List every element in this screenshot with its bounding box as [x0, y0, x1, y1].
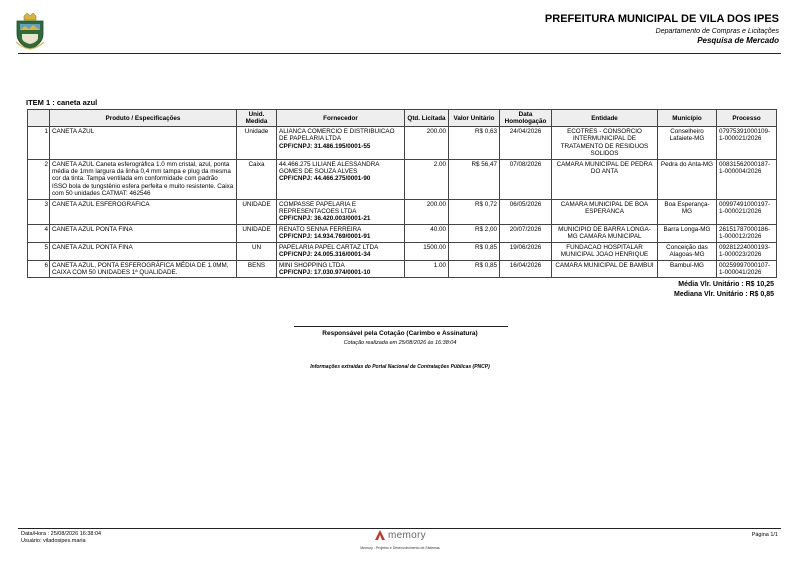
- row-unid: UNIDADE: [237, 224, 277, 242]
- row-cnpj: CPF/CNPJ: 24.005.316/0001-34: [279, 251, 371, 259]
- row-data: 07/08/2026: [500, 159, 552, 199]
- row-index: 5: [28, 242, 50, 260]
- footer-user: Usuário: viladosipes.maria: [21, 538, 86, 544]
- quote-timestamp: Cotação realizada em 25/08/2026 às 16:38:04: [343, 340, 457, 346]
- row-fornecedor-cell: [277, 159, 405, 199]
- document-title: Pesquisa de Mercado: [697, 36, 779, 45]
- row-cnpj: CPF/CNPJ: 17.030.974/0001-10: [279, 268, 371, 276]
- row-fornecedor: MINI SHOPPING LTDA: [279, 261, 345, 269]
- row-qtd: 1500.00: [405, 242, 449, 260]
- footer-datetime: Data/Hora : 25/08/2026 16:38:04: [21, 531, 102, 537]
- row-qtd: 40.00: [405, 224, 449, 242]
- row-unid: Unidade: [237, 127, 277, 160]
- row-valor: R$ 2,00: [449, 224, 500, 242]
- row-data: 24/04/2026: [500, 127, 552, 160]
- row-qtd: 1.00: [405, 260, 449, 278]
- row-fornecedor-cell: [277, 242, 405, 260]
- row-data: 20/07/2026: [500, 224, 552, 242]
- row-entidade: CAMARA MUNICIPAL DE BOA ESPERANCA: [552, 199, 658, 224]
- col-header-processo: Processo: [717, 110, 777, 127]
- row-produto: CANETA AZUL, PONTA ESFEROGRÁFICA MÉDIA DE 1.0MM, CAIXA COM 50 UNIDADES 1ª QUALIDADE.: [50, 260, 237, 278]
- row-valor: R$ 56,47: [449, 159, 500, 199]
- report-header: [545, 13, 779, 46]
- row-fornecedor: COMPASSE PAPELARIA E REPRESENTACOES LTDA: [279, 200, 357, 216]
- col-header-municipio: Município: [658, 110, 717, 127]
- table-row: [28, 224, 777, 242]
- organization-name: PREFEITURA MUNICIPAL DE VILA DOS IPES: [544, 13, 779, 25]
- row-index: 1: [28, 127, 50, 160]
- signature-line: [294, 326, 508, 327]
- row-index: 6: [28, 260, 50, 278]
- row-unid: Caixa: [237, 159, 277, 199]
- logo-wordmark: memory: [388, 529, 426, 541]
- row-valor: R$ 0,72: [449, 199, 500, 224]
- row-data: 16/04/2026: [500, 260, 552, 278]
- col-header-produto: Produto / Especificações: [50, 110, 237, 127]
- col-header-index: [28, 110, 50, 127]
- row-entidade: FUNDACAO HOSPITALAR MUNICIPAL JOAO HENRIQUE: [552, 242, 658, 260]
- average-unit-price: Média Vlr. Unitário : R$ 10,25: [678, 281, 774, 288]
- row-fornecedor: 44.466.275 LILIANE ALESSANDRA GOMES DE SOUZA ALVES: [279, 160, 380, 176]
- row-municipio: Pedra do Anta-MG: [658, 159, 717, 199]
- row-index: 2: [28, 159, 50, 199]
- row-produto: CANETA AZUL: [50, 127, 237, 160]
- row-fornecedor: ALIANCA COMERCIO E DISTRIBUICAO DE PAPELARIA LTDA: [279, 128, 395, 143]
- row-municipio: Barra Longa-MG: [658, 224, 717, 242]
- row-municipio: Conceição das Alagoas-MG: [658, 242, 717, 260]
- table-header-row: [28, 110, 777, 127]
- row-municipio: Bambuí-MG: [658, 260, 717, 278]
- row-index: 3: [28, 199, 50, 224]
- row-fornecedor-cell: [277, 260, 405, 278]
- row-municipio: Conselheiro Lafaiete-MG: [658, 127, 717, 160]
- row-municipio: Boa Esperança-MG: [658, 199, 717, 224]
- row-qtd: 200.00: [405, 199, 449, 224]
- row-produto: CANETA AZUL Caneta esferográfica 1.0 mm cristal, azul, ponta média de 1mm largura da linha 0,4 mm tampa e plug da mesma cor da tinta. Tampa ventilada em conformidade com padrão ISSO bola de tungstênio esfera perfeita e muito resistente. Caixa com 50 unidades CATMAT: 462546: [50, 159, 237, 199]
- col-header-data: Data Homologação: [500, 110, 552, 127]
- row-produto: CANETA AZUL PONTA FINA: [50, 224, 237, 242]
- row-entidade: ECOTRES - CONSORCIO INTERMUNICIPAL DE TRATAMENTO DE RESIDUOS SOLIDOS: [552, 127, 658, 160]
- row-cnpj: CPF/CNPJ: 31.486.195/0001-55: [279, 142, 371, 150]
- row-cnpj: CPF/CNPJ: 14.934.769/0001-91: [279, 233, 371, 241]
- data-source-note: Informações extraídas do Portal Nacional de Contratações Públicas (PNCP): [310, 364, 490, 370]
- row-qtd: 2.00: [405, 159, 449, 199]
- col-header-qtd: Qtd. Licitada: [405, 110, 449, 127]
- row-data: 19/06/2026: [500, 242, 552, 260]
- vendor-logo: [0, 528, 800, 550]
- row-fornecedor: PAPELARIA PAPEL CARTAZ LTDA: [279, 243, 379, 251]
- row-valor: R$ 0,63: [449, 127, 500, 160]
- row-index: 4: [28, 224, 50, 242]
- median-unit-price: Mediana Vlr. Unitário : R$ 0,85: [674, 291, 774, 298]
- row-processo: 00259997000107-1-000041/2026: [717, 260, 777, 278]
- row-unid: UN: [237, 242, 277, 260]
- municipal-crest-icon: [14, 12, 46, 50]
- col-header-entidade: Entidade: [552, 110, 658, 127]
- row-fornecedor-cell: [277, 224, 405, 242]
- col-header-valor: Valor Unitário: [449, 110, 500, 127]
- quotes-table: [27, 109, 777, 278]
- table-row: [28, 127, 777, 160]
- row-processo: 00997491000197-1-000021/2026: [717, 199, 777, 224]
- row-unid: UNIDADE: [237, 199, 277, 224]
- price-summary: [674, 280, 774, 300]
- signature-title: Responsável pela Cotação (Carimbo e Assinatura): [322, 330, 478, 337]
- page-number: Página 1/1: [751, 532, 778, 538]
- department-name: Departamento de Compras e Licitações: [655, 28, 779, 35]
- table-row: [28, 242, 777, 260]
- row-data: 06/05/2026: [500, 199, 552, 224]
- row-processo: 00831562000187-1-000004/2026: [717, 159, 777, 199]
- table-row: [28, 260, 777, 278]
- row-unid: BENS: [237, 260, 277, 278]
- row-fornecedor-cell: [277, 127, 405, 160]
- row-fornecedor: RENATO SENNA FERREIRA: [279, 225, 362, 233]
- row-entidade: CAMARA MUNICIPAL DE BAMBUI: [552, 260, 658, 278]
- row-qtd: 200.00: [405, 127, 449, 160]
- row-processo: 09281224000193-1-000023/2026: [717, 242, 777, 260]
- item-title: ITEM 1 : caneta azul: [26, 98, 98, 107]
- row-fornecedor-cell: [277, 199, 405, 224]
- table-row: [28, 159, 777, 199]
- row-produto: CANETA AZUL PONTA FINA: [50, 242, 237, 260]
- table-row: [28, 199, 777, 224]
- row-entidade: MUNICIPIO DE BARRA LONGA-MG CAMARA MUNICIPAL: [552, 224, 658, 242]
- row-cnpj: CPF/CNPJ: 44.466.275/0001-90: [279, 175, 371, 183]
- row-processo: 07975391000109-1-000021/2026: [717, 127, 777, 160]
- row-cnpj: CPF/CNPJ: 36.420.003/0001-21: [279, 215, 371, 223]
- row-valor: R$ 0,85: [449, 260, 500, 278]
- row-processo: 26151787000186-1-000012/2026: [717, 224, 777, 242]
- row-valor: R$ 0,85: [449, 242, 500, 260]
- memory-logo-icon: [374, 529, 386, 541]
- col-header-unid: Unid. Medida: [237, 110, 277, 127]
- row-entidade: CAMARA MUNICIPAL DE PEDRA DO ANTA: [552, 159, 658, 199]
- logo-mark-row: [374, 529, 426, 541]
- logo-tagline: Memory - Projetos e Desenvolvimento de Sistemas: [360, 546, 440, 550]
- row-produto: CANETA AZUL ESFEROGRAFICA: [50, 199, 237, 224]
- header-divider: [18, 53, 781, 54]
- col-header-fornecedor: Fornecedor: [277, 110, 405, 127]
